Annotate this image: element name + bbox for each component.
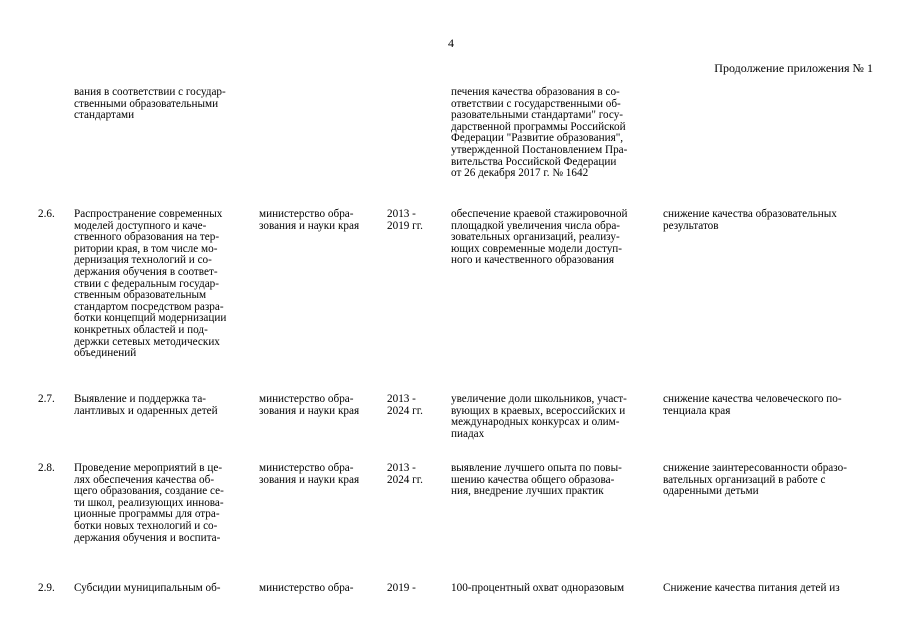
term-cell: 2013 - 2024 гг.: [387, 462, 423, 486]
row-number: 2.6.: [38, 208, 55, 220]
expected-result-cell: выявление лучшего опыта по повы- шению качества общего образова- ния, внедрение лучших практик: [451, 462, 622, 498]
appendix-continuation-header: Продолжение приложения № 1: [714, 61, 873, 75]
executor-cell: министерство обра- зования и науки края: [259, 462, 360, 486]
expected-result-cell: 100-процентный охват одноразовым: [451, 582, 625, 594]
consequence-cell: снижение заинтересованности образо- вательных организаций в работе с одаренными детьми: [663, 462, 847, 498]
measure-name-cell: Проведение мероприятий в це- лях обеспечения качества об- щего образования, создание се- ти школ, реализующих иннова- ционные программы для отра- ботки новых технологий и со- держания обучения и воспита-: [74, 462, 224, 544]
consequence-cell: снижение качества человеческого по- тенциала края: [663, 393, 842, 417]
measure-name-cell: Выявление и поддержка та- лантливых и одаренных детей: [74, 393, 218, 417]
expected-result-cell: обеспечение краевой стажировочной площадкой увеличения числа обра- зовательных организаций, реализу- ющих современные модели доступ- ного и качественного образования: [451, 208, 628, 267]
executor-cell: министерство обра- зования и науки края: [259, 208, 360, 232]
term-cell: 2013 - 2024 гг.: [387, 393, 423, 417]
term-cell: 2013 - 2019 гг.: [387, 208, 423, 232]
page-number: 4: [448, 36, 454, 50]
measure-name-cell: Распространение современных моделей доступного и каче- ственного образования на тер- ритории края, в том числе мо- дернизация технологий и со- держания обучения в соответ- ствии с федеральным государ- ственным образовательным стандартом посредством разра- ботки концепций модернизации конкретных областей и под- держки сетевых методических объединений: [74, 208, 227, 360]
row-number: 2.9.: [38, 582, 55, 594]
consequence-cell: Снижение качества питания детей из: [663, 582, 840, 594]
fragment-result-cell: печения качества образования в со- ответствии с государственными об- разовательными стандартами" госу- дарственной программы Российской Федерации "Развитие образования", утвержденной Постановлением Пра- вительства Российской Федерации от 26 декабря 2017 г. № 1642: [451, 86, 628, 180]
row-number: 2.7.: [38, 393, 55, 405]
expected-result-cell: увеличение доли школьников, участ- вующих в краевых, всероссийских и международных конкурсах и олим- пиадах: [451, 393, 627, 440]
executor-cell: министерство обра-: [259, 582, 354, 594]
measure-name-cell: Субсидии муниципальным об-: [74, 582, 221, 594]
executor-cell: министерство обра- зования и науки края: [259, 393, 360, 417]
consequence-cell: снижение качества образовательных результатов: [663, 208, 837, 232]
row-number: 2.8.: [38, 462, 55, 474]
fragment-name-cell: вания в соответствии с государ- ственными образовательными стандартами: [74, 86, 226, 122]
term-cell: 2019 -: [387, 582, 416, 594]
